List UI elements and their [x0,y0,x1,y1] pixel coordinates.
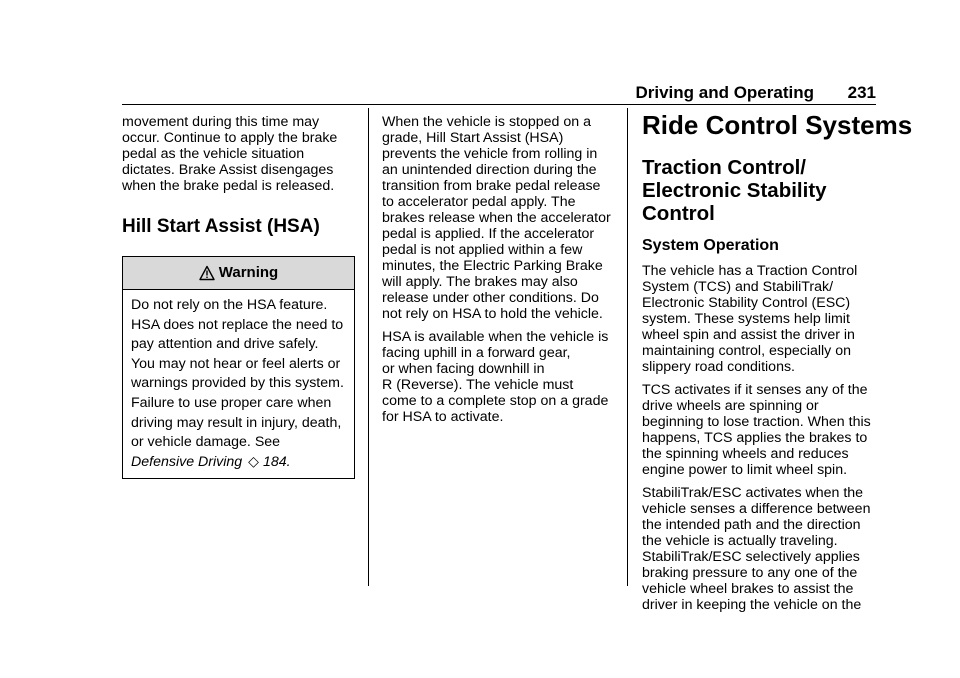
hsa-paragraph-1 [382,114,618,322]
text-line: or when facing downhill in [382,361,545,377]
text-line: Do not rely on the HSA feature. [131,297,328,313]
text-line: Failure to use proper care when [131,394,332,411]
warning-header [123,257,354,290]
text-line: slippery road conditions. [642,359,795,375]
text-line: drive wheels are spinning or [642,398,819,414]
page-number: 231 [847,83,876,102]
text-line: pedal is not applied within a few [382,242,583,258]
text-line: movement during this time may [122,114,320,130]
text-line: pedal is applied. If the accelerator [382,226,595,242]
text-line: StabiliTrak/ESC selectively applies [642,549,860,565]
text-line: facing uphill in a forward gear, [382,345,571,361]
hsa-heading: Hill Start Assist (HSA) [122,216,320,237]
text-line: pay attention and drive safely. [131,336,319,353]
reference-link-text[interactable]: Defensive Driving [131,453,243,470]
tcs-paragraph-2 [642,382,882,478]
heading-line: Traction Control/ [642,156,806,179]
reference-page[interactable]: 184. [263,453,291,470]
column-divider-2 [627,108,628,586]
text-line: dictates. Brake Assist disengages [122,162,334,178]
text-line: You may not hear or feel alerts or [131,355,341,372]
section-title: Driving and Operating [635,83,814,102]
heading-line: Electronic Stability [642,179,827,202]
text-line: grade, Hill Start Assist (HSA) [382,130,564,146]
text-line: maintaining control, especially on [642,343,851,359]
text-line: an unintended direction during the [382,162,597,178]
text-line: will apply. The brakes may also [382,274,578,290]
text-line: for HSA to activate. [382,409,504,425]
text-line: minutes, the Electric Parking Brake [382,258,603,274]
column-right [642,110,913,620]
text-line: System (TCS) and StabiliTrak/ [642,279,834,295]
cross-reference[interactable] [131,453,348,473]
warning-body [123,290,354,478]
text-line: StabiliTrak/ESC activates when the [642,485,864,501]
text-line: driver in keeping the vehicle on the [642,597,862,613]
column-middle [382,114,618,432]
text-line: beginning to lose traction. When this [642,414,871,430]
tcs-paragraph-1 [642,263,882,375]
text-line: or vehicle damage. See [131,434,281,451]
system-operation-heading: System Operation [642,237,779,254]
hsa-paragraph-2 [382,329,618,425]
traction-control-heading [642,156,882,225]
text-line: brakes release when the accelerator [382,210,611,226]
page-reference-arrow-icon: ◇ [248,453,260,470]
heading-line: Control [642,202,715,225]
text-line: wheel spin and assist the driver in [642,327,855,343]
text-line: HSA does not replace the need to [131,316,344,333]
text-line: the vehicle is actually traveling. [642,533,838,549]
text-line: HSA is available when the vehicle is [382,329,609,345]
text-line: the spinning wheels and reduces [642,446,849,462]
text-line: engine power to limit wheel spin. [642,462,848,478]
warning-title: Warning [218,264,279,281]
column-divider-1 [368,108,369,586]
text-line: warnings provided by this system. [131,375,344,392]
text-line: not rely on HSA to hold the vehicle. [382,306,603,322]
text-line: the intended path and the direction [642,517,861,533]
text-line: come to a complete stop on a grade [382,393,609,409]
text-line: occur. Continue to apply the brake [122,130,338,146]
page-header [122,82,876,105]
text-line: braking pressure to any one of the [642,565,858,581]
text-line: Electronic Stability Control (ESC) [642,295,851,311]
text-line: release under other conditions. Do [382,290,599,306]
warning-box [122,256,355,479]
text-line: When the vehicle is stopped on a [382,114,592,130]
esc-paragraph [642,485,882,613]
text-line: vehicle senses a difference between [642,501,871,517]
text-line: R (Reverse). The vehicle must [382,377,574,393]
text-line: driving may result in injury, death, [131,414,342,431]
text-line: vehicle wheel brakes to assist the [642,581,854,597]
text-line: when the brake pedal is released. [122,178,335,194]
warning-triangle-icon [199,265,215,281]
text-line: prevents the vehicle from rolling in [382,146,598,162]
text-line: The vehicle has a Traction Control [642,263,858,279]
intro-paragraph [122,114,362,194]
text-line: to accelerator pedal apply. The [382,194,576,210]
column-left [122,114,362,479]
text-line: TCS activates if it senses any of the [642,382,868,398]
text-line: system. These systems help limit [642,311,850,327]
text-line: pedal as the vehicle situation [122,146,305,162]
ride-control-title: Ride Control Systems [642,110,913,140]
text-line: transition from brake pedal release [382,178,601,194]
text-line: happens, TCS applies the brakes to [642,430,868,446]
